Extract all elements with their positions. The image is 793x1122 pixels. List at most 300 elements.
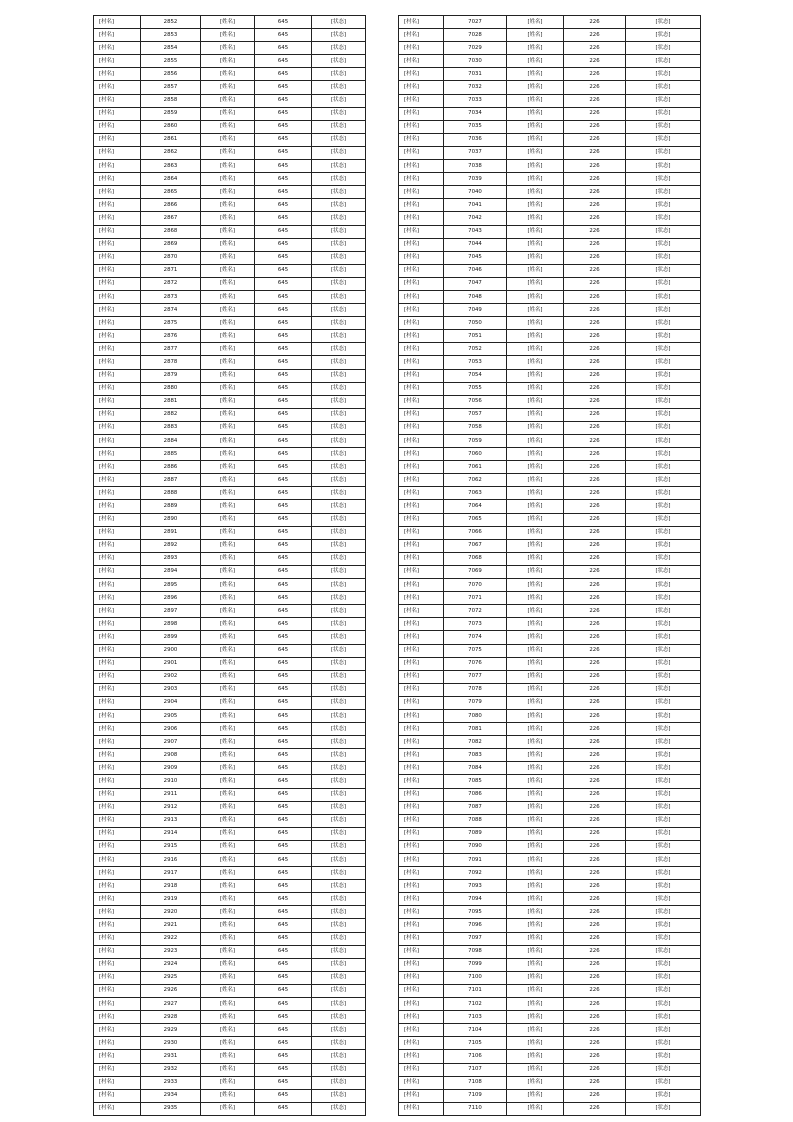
count-cell: 226 (564, 775, 626, 788)
status-cell: [状态] (312, 277, 366, 290)
table-row (94, 998, 366, 1011)
village-cell: [村名] (94, 1050, 141, 1063)
serial-number-cell: 2897 (141, 605, 201, 618)
village-cell: [村名] (94, 81, 141, 94)
name-cell: [姓名] (507, 199, 564, 212)
serial-number-cell: 2898 (141, 618, 201, 631)
village-cell: [村名] (94, 94, 141, 107)
table-row (399, 827, 701, 840)
count-cell: 645 (255, 749, 312, 762)
status-cell: [状态] (626, 1076, 701, 1089)
status-cell: [状态] (312, 173, 366, 186)
table-row (94, 146, 366, 159)
status-cell: [状态] (312, 971, 366, 984)
count-cell: 645 (255, 68, 312, 81)
serial-number-cell: 2907 (141, 736, 201, 749)
table-row (94, 212, 366, 225)
name-cell: [姓名] (507, 958, 564, 971)
name-cell: [姓名] (507, 618, 564, 631)
table-row (399, 579, 701, 592)
status-cell: [状态] (626, 579, 701, 592)
table-row (94, 749, 366, 762)
count-cell: 645 (255, 500, 312, 513)
village-cell: [村名] (94, 435, 141, 448)
village-cell: [村名] (399, 644, 444, 657)
status-cell: [状态] (312, 55, 366, 68)
count-cell: 226 (564, 906, 626, 919)
serial-number-cell: 2917 (141, 867, 201, 880)
village-cell: [村名] (399, 565, 444, 578)
table-row (399, 395, 701, 408)
village-cell: [村名] (399, 670, 444, 683)
status-cell: [状态] (312, 461, 366, 474)
serial-number-cell: 7033 (444, 94, 507, 107)
village-cell: [村名] (399, 1076, 444, 1089)
serial-number-cell: 7041 (444, 199, 507, 212)
count-cell: 226 (564, 264, 626, 277)
name-cell: [姓名] (201, 906, 255, 919)
name-cell: [姓名] (201, 1037, 255, 1050)
table-row (399, 618, 701, 631)
serial-number-cell: 7032 (444, 81, 507, 94)
name-cell: [姓名] (201, 998, 255, 1011)
count-cell: 645 (255, 723, 312, 736)
serial-number-cell: 2926 (141, 984, 201, 997)
serial-number-cell: 7039 (444, 173, 507, 186)
name-cell: [姓名] (201, 526, 255, 539)
status-cell: [状态] (312, 199, 366, 212)
name-cell: [姓名] (507, 94, 564, 107)
serial-number-cell: 7082 (444, 736, 507, 749)
table-row (399, 330, 701, 343)
village-cell: [村名] (94, 16, 141, 29)
status-cell: [状态] (312, 657, 366, 670)
count-cell: 645 (255, 958, 312, 971)
table-row (94, 592, 366, 605)
name-cell: [姓名] (507, 330, 564, 343)
count-cell: 645 (255, 199, 312, 212)
status-cell: [状态] (312, 120, 366, 133)
table-row (94, 775, 366, 788)
name-cell: [姓名] (507, 749, 564, 762)
table-row (399, 814, 701, 827)
table-row (94, 971, 366, 984)
status-cell: [状态] (626, 709, 701, 722)
status-cell: [状态] (312, 133, 366, 146)
table-row (94, 788, 366, 801)
name-cell: [姓名] (201, 474, 255, 487)
count-cell: 645 (255, 1102, 312, 1115)
count-cell: 645 (255, 408, 312, 421)
village-cell: [村名] (399, 500, 444, 513)
count-cell: 226 (564, 290, 626, 303)
serial-number-cell: 2896 (141, 592, 201, 605)
name-cell: [姓名] (507, 435, 564, 448)
name-cell: [姓名] (201, 199, 255, 212)
name-cell: [姓名] (201, 683, 255, 696)
count-cell: 645 (255, 146, 312, 159)
table-row (399, 631, 701, 644)
count-cell: 226 (564, 762, 626, 775)
serial-number-cell: 7106 (444, 1050, 507, 1063)
name-cell: [姓名] (201, 448, 255, 461)
count-cell: 226 (564, 212, 626, 225)
status-cell: [状态] (312, 225, 366, 238)
table-row (94, 709, 366, 722)
name-cell: [姓名] (201, 160, 255, 173)
status-cell: [状态] (312, 775, 366, 788)
serial-number-cell: 2920 (141, 906, 201, 919)
serial-number-cell: 2887 (141, 474, 201, 487)
count-cell: 226 (564, 749, 626, 762)
village-cell: [村名] (399, 330, 444, 343)
count-cell: 645 (255, 867, 312, 880)
serial-number-cell: 7093 (444, 880, 507, 893)
status-cell: [状态] (626, 212, 701, 225)
right-roster-table (398, 15, 701, 1116)
name-cell: [姓名] (507, 1050, 564, 1063)
village-cell: [村名] (399, 579, 444, 592)
serial-number-cell: 7081 (444, 723, 507, 736)
status-cell: [状态] (312, 631, 366, 644)
count-cell: 645 (255, 932, 312, 945)
serial-number-cell: 7038 (444, 160, 507, 173)
count-cell: 226 (564, 395, 626, 408)
count-cell: 226 (564, 186, 626, 199)
count-cell: 226 (564, 42, 626, 55)
name-cell: [姓名] (507, 631, 564, 644)
name-cell: [姓名] (507, 290, 564, 303)
name-cell: [姓名] (507, 762, 564, 775)
table-row (399, 133, 701, 146)
count-cell: 226 (564, 317, 626, 330)
status-cell: [状态] (312, 290, 366, 303)
status-cell: [状态] (312, 304, 366, 317)
serial-number-cell: 7060 (444, 448, 507, 461)
status-cell: [状态] (626, 958, 701, 971)
count-cell: 226 (564, 1076, 626, 1089)
table-row (94, 186, 366, 199)
count-cell: 645 (255, 893, 312, 906)
count-cell: 226 (564, 238, 626, 251)
count-cell: 645 (255, 461, 312, 474)
count-cell: 645 (255, 1024, 312, 1037)
name-cell: [姓名] (507, 369, 564, 382)
village-cell: [村名] (399, 487, 444, 500)
serial-number-cell: 2913 (141, 814, 201, 827)
village-cell: [村名] (94, 605, 141, 618)
name-cell: [姓名] (201, 173, 255, 186)
village-cell: [村名] (94, 317, 141, 330)
status-cell: [状态] (626, 29, 701, 42)
status-cell: [状态] (626, 631, 701, 644)
village-cell: [村名] (94, 343, 141, 356)
status-cell: [状态] (626, 644, 701, 657)
table-row (94, 461, 366, 474)
count-cell: 226 (564, 1050, 626, 1063)
village-cell: [村名] (399, 120, 444, 133)
name-cell: [姓名] (507, 723, 564, 736)
status-cell: [状态] (626, 854, 701, 867)
name-cell: [姓名] (507, 683, 564, 696)
village-cell: [村名] (399, 94, 444, 107)
status-cell: [状态] (626, 448, 701, 461)
name-cell: [姓名] (201, 867, 255, 880)
status-cell: [状态] (312, 395, 366, 408)
status-cell: [状态] (626, 749, 701, 762)
count-cell: 645 (255, 421, 312, 434)
serial-number-cell: 7051 (444, 330, 507, 343)
status-cell: [状态] (626, 133, 701, 146)
village-cell: [村名] (94, 801, 141, 814)
name-cell: [姓名] (507, 1063, 564, 1076)
status-cell: [状态] (312, 369, 366, 382)
serial-number-cell: 2868 (141, 225, 201, 238)
village-cell: [村名] (94, 120, 141, 133)
village-cell: [村名] (94, 146, 141, 159)
village-cell: [村名] (399, 696, 444, 709)
count-cell: 645 (255, 605, 312, 618)
count-cell: 226 (564, 120, 626, 133)
status-cell: [状态] (312, 749, 366, 762)
village-cell: [村名] (94, 657, 141, 670)
serial-number-cell: 7108 (444, 1076, 507, 1089)
count-cell: 226 (564, 500, 626, 513)
status-cell: [状态] (312, 513, 366, 526)
table-row (399, 1024, 701, 1037)
serial-number-cell: 7087 (444, 801, 507, 814)
status-cell: [状态] (626, 1102, 701, 1115)
serial-number-cell: 7040 (444, 186, 507, 199)
count-cell: 645 (255, 880, 312, 893)
table-row (94, 448, 366, 461)
table-row (94, 199, 366, 212)
name-cell: [姓名] (201, 696, 255, 709)
name-cell: [姓名] (201, 984, 255, 997)
name-cell: [姓名] (507, 264, 564, 277)
table-row (399, 775, 701, 788)
village-cell: [村名] (94, 212, 141, 225)
table-row (399, 552, 701, 565)
serial-number-cell: 7094 (444, 893, 507, 906)
serial-number-cell: 7100 (444, 971, 507, 984)
village-cell: [村名] (94, 304, 141, 317)
serial-number-cell: 2893 (141, 552, 201, 565)
name-cell: [姓名] (507, 107, 564, 120)
village-cell: [村名] (399, 971, 444, 984)
status-cell: [状态] (626, 304, 701, 317)
village-cell: [村名] (94, 749, 141, 762)
serial-number-cell: 2904 (141, 696, 201, 709)
serial-number-cell: 7095 (444, 906, 507, 919)
status-cell: [状态] (626, 592, 701, 605)
serial-number-cell: 7074 (444, 631, 507, 644)
table-row (399, 474, 701, 487)
serial-number-cell: 2933 (141, 1076, 201, 1089)
table-row (399, 932, 701, 945)
count-cell: 645 (255, 264, 312, 277)
status-cell: [状态] (312, 448, 366, 461)
name-cell: [姓名] (201, 29, 255, 42)
serial-number-cell: 2884 (141, 435, 201, 448)
serial-number-cell: 2922 (141, 932, 201, 945)
count-cell: 226 (564, 68, 626, 81)
count-cell: 226 (564, 199, 626, 212)
status-cell: [状态] (626, 186, 701, 199)
status-cell: [状态] (312, 670, 366, 683)
serial-number-cell: 7031 (444, 68, 507, 81)
name-cell: [姓名] (507, 592, 564, 605)
village-cell: [村名] (399, 867, 444, 880)
name-cell: [姓名] (507, 893, 564, 906)
name-cell: [姓名] (201, 120, 255, 133)
serial-number-cell: 2927 (141, 998, 201, 1011)
status-cell: [状态] (312, 880, 366, 893)
village-cell: [村名] (94, 290, 141, 303)
name-cell: [姓名] (201, 945, 255, 958)
status-cell: [状态] (626, 277, 701, 290)
count-cell: 226 (564, 408, 626, 421)
name-cell: [姓名] (507, 133, 564, 146)
count-cell: 226 (564, 1089, 626, 1102)
serial-number-cell: 7092 (444, 867, 507, 880)
serial-number-cell: 2878 (141, 356, 201, 369)
status-cell: [状态] (312, 1024, 366, 1037)
status-cell: [状态] (312, 1102, 366, 1115)
serial-number-cell: 7042 (444, 212, 507, 225)
status-cell: [状态] (312, 526, 366, 539)
name-cell: [姓名] (507, 880, 564, 893)
count-cell: 645 (255, 160, 312, 173)
village-cell: [村名] (399, 29, 444, 42)
village-cell: [村名] (399, 435, 444, 448)
village-cell: [村名] (399, 251, 444, 264)
village-cell: [村名] (399, 1063, 444, 1076)
status-cell: [状态] (626, 919, 701, 932)
status-cell: [状态] (312, 736, 366, 749)
name-cell: [姓名] (201, 552, 255, 565)
serial-number-cell: 7109 (444, 1089, 507, 1102)
status-cell: [状态] (312, 696, 366, 709)
status-cell: [状态] (626, 880, 701, 893)
village-cell: [村名] (94, 867, 141, 880)
village-cell: [村名] (94, 29, 141, 42)
village-cell: [村名] (399, 893, 444, 906)
village-cell: [村名] (399, 277, 444, 290)
name-cell: [姓名] (507, 998, 564, 1011)
name-cell: [姓名] (507, 579, 564, 592)
count-cell: 645 (255, 133, 312, 146)
serial-number-cell: 2923 (141, 945, 201, 958)
village-cell: [村名] (94, 709, 141, 722)
count-cell: 226 (564, 1037, 626, 1050)
count-cell: 645 (255, 840, 312, 853)
count-cell: 226 (564, 173, 626, 186)
name-cell: [姓名] (201, 343, 255, 356)
table-row (94, 395, 366, 408)
status-cell: [状态] (626, 867, 701, 880)
table-row (94, 421, 366, 434)
status-cell: [状态] (626, 788, 701, 801)
table-row (94, 94, 366, 107)
name-cell: [姓名] (201, 225, 255, 238)
table-row (399, 68, 701, 81)
name-cell: [姓名] (201, 55, 255, 68)
count-cell: 226 (564, 919, 626, 932)
count-cell: 645 (255, 448, 312, 461)
table-row (94, 762, 366, 775)
village-cell: [村名] (94, 487, 141, 500)
count-cell: 645 (255, 29, 312, 42)
name-cell: [姓名] (507, 408, 564, 421)
name-cell: [姓名] (507, 16, 564, 29)
status-cell: [状态] (312, 94, 366, 107)
serial-number-cell: 2860 (141, 120, 201, 133)
table-row (94, 984, 366, 997)
count-cell: 226 (564, 565, 626, 578)
village-cell: [村名] (94, 474, 141, 487)
serial-number-cell: 2889 (141, 500, 201, 513)
name-cell: [姓名] (507, 160, 564, 173)
count-cell: 645 (255, 618, 312, 631)
status-cell: [状态] (626, 435, 701, 448)
name-cell: [姓名] (507, 736, 564, 749)
status-cell: [状态] (626, 565, 701, 578)
table-row (399, 1063, 701, 1076)
table-row (94, 1050, 366, 1063)
table-row (94, 854, 366, 867)
village-cell: [村名] (399, 356, 444, 369)
name-cell: [姓名] (507, 932, 564, 945)
serial-number-cell: 2911 (141, 788, 201, 801)
table-row (399, 1050, 701, 1063)
status-cell: [状态] (626, 500, 701, 513)
serial-number-cell: 2855 (141, 55, 201, 68)
status-cell: [状态] (626, 840, 701, 853)
table-row (399, 81, 701, 94)
village-cell: [村名] (399, 448, 444, 461)
village-cell: [村名] (399, 709, 444, 722)
serial-number-cell: 7104 (444, 1024, 507, 1037)
village-cell: [村名] (399, 68, 444, 81)
village-cell: [村名] (94, 68, 141, 81)
count-cell: 645 (255, 107, 312, 120)
village-cell: [村名] (94, 133, 141, 146)
count-cell: 645 (255, 16, 312, 29)
count-cell: 645 (255, 945, 312, 958)
village-cell: [村名] (94, 579, 141, 592)
village-cell: [村名] (399, 906, 444, 919)
count-cell: 645 (255, 919, 312, 932)
village-cell: [村名] (94, 736, 141, 749)
serial-number-cell: 7077 (444, 670, 507, 683)
count-cell: 226 (564, 461, 626, 474)
table-row (399, 42, 701, 55)
status-cell: [状态] (312, 251, 366, 264)
name-cell: [姓名] (507, 225, 564, 238)
status-cell: [状态] (312, 317, 366, 330)
village-cell: [村名] (94, 1011, 141, 1024)
village-cell: [村名] (94, 788, 141, 801)
village-cell: [村名] (94, 854, 141, 867)
status-cell: [状态] (312, 408, 366, 421)
table-row (94, 173, 366, 186)
count-cell: 645 (255, 644, 312, 657)
serial-number-cell: 2921 (141, 919, 201, 932)
village-cell: [村名] (94, 552, 141, 565)
right-roster-body (399, 16, 701, 1116)
count-cell: 226 (564, 670, 626, 683)
